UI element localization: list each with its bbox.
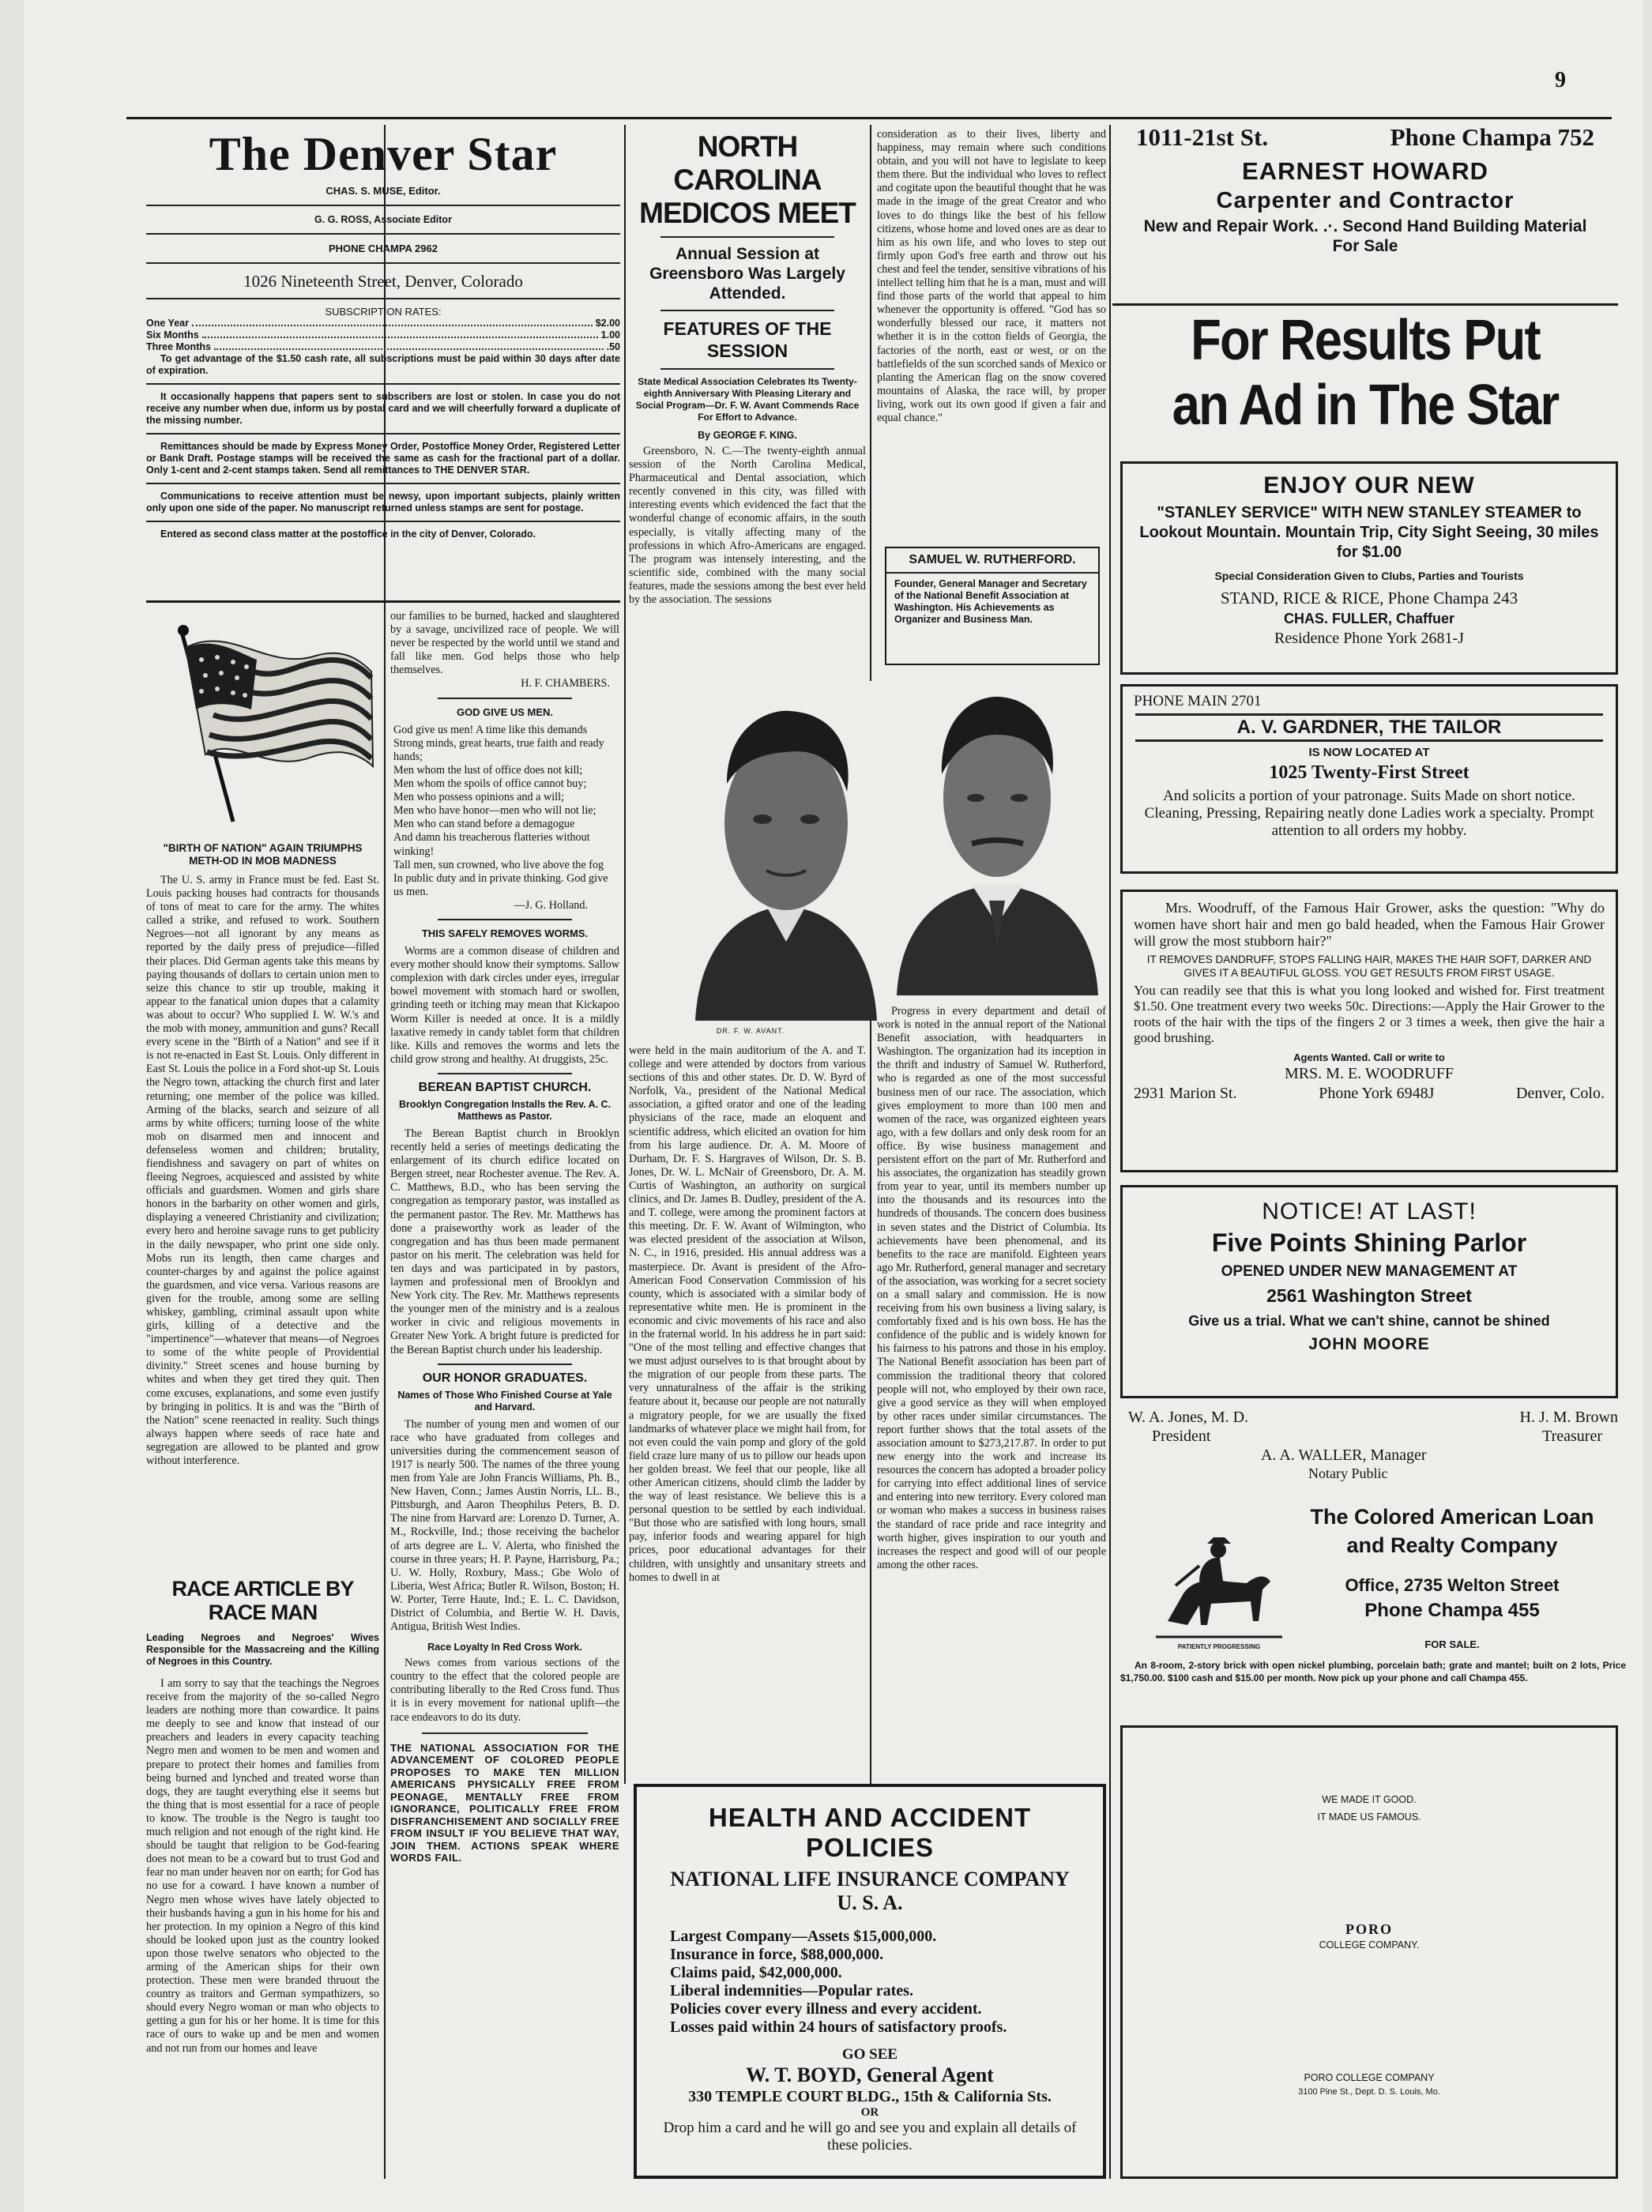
insurance-feature: Losses paid within 24 hours of satisfactory proofs. <box>670 2018 1007 2036</box>
medicos-head-2: MEDICOS MEET <box>639 197 856 229</box>
rates-head: SUBSCRIPTION RATES: <box>325 306 442 318</box>
race-article-head: RACE ARTICLE BY RACE MAN <box>171 1577 354 1624</box>
newspaper-page <box>24 0 1643 2212</box>
loan-treasurer-title: Treasurer <box>1542 1428 1602 1445</box>
poro-line-5: 3100 Pine St., Dept. D. S. Louis, Mo. <box>1298 2087 1440 2097</box>
woodruff-phone: Phone York 6948J <box>1319 1085 1435 1102</box>
gardner-phone: PHONE MAIN 2701 <box>1134 693 1262 709</box>
woodruff-line-4: Agents Wanted. Call or write to <box>1293 1051 1445 1063</box>
woodruff-address: 2931 Marion St. <box>1134 1085 1237 1102</box>
poem-line: Tall men, sun crowned, who live above the fog <box>393 858 604 871</box>
poem-line: Men who can stand before a demagogue <box>393 818 575 831</box>
insurance-feature: Liberal indemnities—Popular rates. <box>670 1982 913 1999</box>
avant-caption: DR. F. W. AVANT. <box>716 1027 785 1035</box>
rutherford-article <box>877 1005 1106 1787</box>
birth-of-nation-head: "BIRTH OF NATION" AGAIN TRIUMPHS METH-OD IN MOB MADNESS <box>163 842 363 867</box>
loan-office: Office, 2735 Welton Street <box>1345 1575 1560 1595</box>
masthead-bottom-rule <box>146 600 620 603</box>
loan-president: W. A. Jones, M. D. <box>1128 1409 1249 1426</box>
woodruff-line-3: You can readily see that this is what you long looked and wished for. First treatment $1.50. One treatment every two weeks 50c. Directions:—Apply the Hair Grower to the roots of the hair with the tips of the fingers 2 or 3 times a week, then give the hair a good brushing. <box>1134 983 1605 1045</box>
poem-head: GOD GIVE US MEN. <box>456 705 554 718</box>
rates-table <box>146 318 620 353</box>
editor-line: CHAS. S. MUSE, Editor. <box>326 185 441 197</box>
rutherford-name: SAMUEL W. RUTHERFORD. <box>886 548 1098 574</box>
phone-line: PHONE CHAMPA 2962 <box>329 243 438 254</box>
poem-line: Strong minds, great hearts, true faith and ready hands; <box>393 736 604 763</box>
poro-line-1: WE MADE IT GOOD. <box>1322 1794 1417 1805</box>
birth-of-nation-article <box>146 842 379 1529</box>
medicos-head-1: NORTH CAROLINA <box>673 130 822 196</box>
insurance-or: OR <box>860 2106 879 2119</box>
american-flag-image <box>158 616 379 830</box>
notice-entered: Entered as second class matter at the postoffice in the city of Denver, Colorado. <box>160 529 536 540</box>
poem-signature: —J. G. Holland. <box>514 898 588 912</box>
rutherford-box <box>885 547 1100 665</box>
masthead-info <box>146 180 620 607</box>
insurance-ad <box>634 1784 1106 2179</box>
rutherford-deck: Founder, General Manager and Secretary of the National Benefit Association at Washington. His Achievements as Organizer and Business Man. <box>894 578 1087 625</box>
insurance-feature: Policies cover every illness and every accident. <box>670 2000 982 2018</box>
woodruff-city: Denver, Colo. <box>1516 1085 1605 1102</box>
insurance-head-2: POLICIES <box>805 1833 935 1862</box>
berean-head: BEREAN BAPTIST CHURCH. <box>418 1080 592 1094</box>
graduates-sub: Names of Those Who Finished Course at Yale and Harvard. <box>397 1389 612 1413</box>
poem-line: God give us men! A time like this demands <box>393 723 588 736</box>
medicos-body-top: Greensboro, N. C.—The twenty-eighth annual session of the North Carolina Medical, Pharmaceutical and Dental association, which recently convened in this city, was filled with interesting events which evidenced the fact that the wonderful change of economic affairs, in the south especially, is vitally affecting many of the professions in which Afro-Americans are engaged. The program was intensely interesting, and the scientific side, combined with the many social features, made the sessions among the best ever held by the association. The sessions <box>629 445 866 607</box>
poem-line: Men who have honor—men who will not lie; <box>393 804 596 818</box>
race-article-continued: our families to be burned, hacked and slaughtered by a savage, uncivilized race of people. We will never be respected by the world until we stand and fall like men. God helps those who help themselves. <box>390 610 619 677</box>
medicos-body-bottom: were held in the main auditorium of the A. and T. college and were attended by doctors from various sections of this and other states. Dr. D. W. Byrd of Norfolk, Va., president of the National Medical association, a gifted orator and one of the leading physicians of the race, made an eloquent and scientific address, which elicited an ovation for him from his large audience. Dr. A. M. Moore of Durham, Dr. F. S. Hargraves of Wilson, Dr. S. B. Jones, Dr. W. L. McNair of Greensboro, Dr. A. M. Curtis of Washington, an authority on surgical clinics, and Dr. James B. Dudley, president of the A. and T. college, were among the prominent factors at this meeting. Dr. F. W. Avant of Wilmington, who was elected president of the association at Wilson, N. C., in 1916, presided. His annual address was a masterpiece. Dr. Avant is president of the Afro-American Food Conservation Commission of his county, which is associated with a similar body of representative white men. He is prominent in the economic and civic movements of his race and also in the fraternal world. In his address he in part said: "One of the most telling and effective changes that we must adjust ourselves to is that brought about by the migration of our people from these parts. The very unnaturalness of the affair is the striking feature about it, because our people are not naturally a migratory people, for we are usually the fixed landmarks of whatever place we might hail from, for not even could the vain pomp and glory of the gold field craze lure many of us to pillow our heads upon her golden breast. We feel that our people, like all other American citizens, should climb the ladder by the way of least resistance. We believe this is a personal question to be settled by each individual. "But those who are satisfied with long hours, small pay, inferior foods and wearing apparel for high prices, poor educational advantages for their children, with unsightly and unsanitary streets and homes to dwell in at <box>629 1044 866 1584</box>
column-rule <box>1109 125 1111 2179</box>
five-points-line-6: JOHN MOORE <box>1308 1335 1430 1353</box>
avant-portrait <box>679 681 893 1021</box>
stanley-head: ENJOY OUR NEW <box>1263 472 1475 498</box>
howard-address: 1011-21st St. <box>1136 123 1269 151</box>
graduates-body: The number of young men and women of our race who have graduated from colleges and universities during the commencement season of 1917 is nearly 500. The names of the three young men from Yale are John Francis Williams, Ph. B., New Haven, Conn.; James Austin Norris, LL. B., Pittsburgh, and Aaron Theophilus Peters, B. D. The nine from Harvard are: Lorenzo D. Turner, A. M., Rockville, Ind.; those receiving the bachelor of arts degree are L. V. Alerta, who finished the course in three years; H. P. Payne, Harrisburg, Pa.; U. W. Holly, Roxbury, Mass.; Gbe Wolo of Liberia, West Africa; Butler R. Wilson, Boston; H. W. Porter, Terre Haute, Ind.; E. L. C. Davidson, District of Columbia, and Bertie W. H. Davis, Antigua, British West Indies. <box>390 1417 619 1634</box>
race-article <box>146 1577 379 2193</box>
poem <box>390 724 619 899</box>
results-line-1: For Results Put <box>1191 309 1540 372</box>
race-article-body: I am sorry to say that the teachings the Negroes receive from the majority of the so-called Negro leaders are nothing more than cowardice. It pains me deeply to see and know that instead of our preachers and leaders in every capacity teaching Negro men and women to be men and women and prepare to protect their homes and families from being burned and lynched and treated worse than dogs, they are taught everything else it seems but the thing that is most essential for a race of people to know. The trouble is the Negro is taught too much religion and not enough of the right kind. He should be taught that religion to be God-fearing does not mean to be a coward but to trust God and fear no man under heaven nor on earth; for God has no use for a coward. I have known a number of Negro men whose wives have lately objected to their husbands having a gun in his home for his and her protection. In my opinion a Negro of this kind should be looked upon just as the country looked upon those twelve senators who objected to the arming of the American ships for their own protection. These men were branded thruout the country as traitors and German sympathizers, so should every Negro woman or man who objects to getting a gun for his or her home. It is time for this race of ours to wake up and be men and women and not run from our homes and leave <box>146 1677 379 2055</box>
stanley-line-2: Special Consideration Given to Clubs, Parties and Tourists <box>1214 570 1524 582</box>
column-two <box>390 610 619 2190</box>
five-points-line-5: Give us a trial. What we can't shine, cannot be shined <box>1188 1313 1550 1329</box>
poem-line: Men who possess opinions and a will; <box>393 791 564 804</box>
worms-body: Worms are a common disease of children and every mother should know their symptoms. Sallow complexion with dark circles under eyes, irregular bowel movement with stomach hard or swollen, grinding teeth or itching may mean that Kickapoo Worm Killer is needed at once. It is a mildly laxative remedy in candy tablet form that children like. Kills and removes the worms and lets the child grow strong and healthy. At druggists, 25c. <box>390 945 619 1066</box>
insurance-feature: Largest Company—Assets $15,000,000. <box>670 1928 937 1945</box>
naacp-notice: THE NATIONAL ASSOCIATION FOR THE ADVANCEMENT OF COLORED PEOPLE PROPOSES TO MAKE TEN MILLION AMERICANS PHYSICALLY FREE FROM PEONAGE, MENTALLY FREE FROM IGNORANCE, POLITICALLY FREE FROM DISFRANCHISEMENT AND SOCIALLY FREE FROM INSULT IF YOU BELIEVE THAT WAY, JOIN THEM. ACTIONS SPEAK WHERE WORDS FAIL. <box>390 1741 619 1864</box>
notice-communications: Communications to receive attention must be newsy, upon important subjects, plainly written only upon one side of the paper. No manuscript returned unless stamps are sent for postage. <box>146 491 620 514</box>
medicos-deck: State Medical Association Celebrates Its Twenty-eighth Anniversary With Pleasing Literary and Social Program—Dr. F. W. Avant Commends Race For Effort to Advance. <box>635 376 860 423</box>
woodruff-ad <box>1120 890 1618 1172</box>
notice-remittances: Remittances should be made by Express Money Order, Postoffice Money Order, Registered Letter or Bank Draft. Postage stamps will be received the same as cash for the fractional part of a dollar. Only 1-cent and 2-cent stamps taken. Send all remittances to THE DENVER STAR. <box>146 441 620 476</box>
stanley-line-4: CHAS. FULLER, Chaffuer <box>1284 611 1454 626</box>
rutherford-portrait <box>893 672 1102 995</box>
howard-phone: Phone Champa 752 <box>1390 123 1594 151</box>
rate-row: Six Months 1.00 <box>146 329 620 340</box>
masthead-title: The Denver Star <box>209 128 558 180</box>
medicos-article-top <box>629 130 866 675</box>
gardner-line-2: 1025 Twenty-First Street <box>1269 762 1469 783</box>
medicos-article-bottom <box>629 1044 866 1779</box>
rutherford-body: Progress in every department and detail of work is noted in the annual report of the National Benefit association, with headquarters in Washington. The organization had its inception in the thrift and industry of Samuel W. Rutherford, who is regarded as one of the most successful business men of our race. The association, which gives employment to more than 100 men and women of the race, was organized eighteen years ago, with a few dollars and only desk room for an office. By wise business management and persistent effort on the part of Mr. Rutherford and his associates, the organization has steadily grown from year to year, until its members number up into the thousands and its resources into the hundreds of thousands. The concern does business in seven states and the District of Columbia. Its achievements have been phenomenal, and its benefits to the race are manifold. Eighteen years ago Mr. Rutherford, general manager and secretary of the association, was working for a secret society on a small salary and commission. He is now receiving from his own business a living salary, is comfortably fixed and is his own boss. He has the confidence of the public and is widely known for his fairness to his patrons and those in his employ. The National Benefit association has been part of commission the traditional theory that colored people will not, who employed by their own race, give a good service as they will when employed by other races under similar circumstances. The report further shows that the total assets of the association amount to $273,217.87. In order to put new energy into the work and increase its resources the concern has adopted a broader policy for carrying into effect additional lines of service and entering into new territory. Every colored man or woman who makes a success in business raises the standard of race pride and race integrity and worth higher, gives inspiration to our youth and increases the respect and good will of our people among the other races. <box>877 1005 1106 1571</box>
five-points-line-3: OPENED UNDER NEW MANAGEMENT AT <box>1221 1263 1518 1280</box>
notice-lost: It occasionally happens that papers sent to subscribers are lost or stolen. In case you do not receive any number when due, inform us by postal card and we will cheerfully forward a duplicate of the missing number. <box>146 391 620 426</box>
birth-of-nation-body: The U. S. army in France must be fed. East St. Louis packing houses had contracts for thousands of tons of meat to care for the army. The whites called a strike, and refused to work. Southern Negroes—not all ignorant by any means as reported by the daily press of prejudice—filled their places. Did German agents take this means by paying thousands of dollars to certain union men to seize this chance to stir up trouble, making it appear to the fanatical union dupes that a calamity was about to occur? Who supplied I. W. W.'s and the mob with money, ammunition and guns? Recall every scene in the "Birth of a Nation" and see if it is not re-enacted in East St. Louis. Only different in East St. Louis the police in a Ford shot-up St. Louis the Negro town, attacking the church first and later returning; one member of the police was killed. Arming of the blacks, search and seizure of all arms by white officers; turning loose of the white mob on disarmed men and innocent and defenseless women and children; brutality, fiendishness and savagery on part of whites on fleeing Negroes, acquiesced and assisted by white officials and guardsmen. Women and girls share honors in the barbarity on other women and girls, displaying a veneered Christianity and civilization; every hero and heroine savage runs to get publicity in the daily newspaper, who print one side only. Mobs run its length, then came charges and counter-charges by and against the police against the guardsmen, and vice versa. Various reasons are given for the trouble, among some are selling whiskey, gambling, criminal assault upon white girls, killing of a detective and the "impertinence"—whatever that means—of Negroes to some of the white people of Providential divinity." Street scenes and house burning by whites and when they get tired they quit. Then come excuses, explanations, and some even justify by bringing in politics. It is and was the "Birth of the Nation" scene reenacted in reality. Such things always happen where seeds of race hate and segregation are allowed to be planted and grow without interference. <box>146 874 379 1468</box>
assoc-editor-line: G. G. ROSS, Associate Editor <box>314 214 452 225</box>
woodruff-line-2: IT REMOVES DANDRUFF, STOPS FALLING HAIR, MAKES THE HAIR SOFT, DARKER AND GIVES IT A BEAUTIFUL GLOSS. YOU GET RESULTS FROM FIRST USAGE. <box>1146 954 1592 979</box>
race-article-signature: H. F. CHAMBERS. <box>521 677 610 690</box>
loan-phone: Phone Champa 455 <box>1364 1600 1540 1621</box>
medicos-sub-1: Annual Session at Greensboro Was Largely Attended. <box>649 245 845 303</box>
loan-notary: Notary Public <box>1308 1465 1388 1481</box>
poro-line-3: COLLEGE COMPANY. <box>1319 1939 1420 1951</box>
howard-line: New and Repair Work. .·. Second Hand Building Material For Sale <box>1143 217 1587 255</box>
medicos-sub-2: FEATURES OF THE SESSION <box>663 318 832 361</box>
stanley-ad <box>1120 461 1618 675</box>
insurance-drop-card: Drop him a card and he will go and see you and explain all details of these policies. <box>663 2120 1077 2154</box>
woodruff-line-5: MRS. M. E. WOODRUFF <box>1284 1065 1454 1082</box>
loan-manager: A. A. WALLER, Manager <box>1261 1446 1427 1464</box>
logo-caption: PATIENTLY PROGRESSING <box>1177 1643 1261 1650</box>
medicos-continued-body: consideration as to their lives, liberty and happiness, may remain where such conditions obtain, and you will not have to legislate to keep them there. But the individual who loves to reflect and cogitate upon the beautiful thought that he was made in the image of the great Creator and who loves to do things like the best of his fellow citizens, whose home and loved ones are as dear to him as his own life, and who loves to step out firmly upon God's free earth and throw out his chest and feel the tender, sensitive vibrations of his intellect telling him that he is a man, must and will find those parts of the world that appeal to him whenever the opportunity is offered. "God has so wonderfully blessed our race, it matters not whether it is in the cotton fields of Georgia, the factories of the north, east or west, or on the battlefields of the sun scorched sands of Mexico or planting the American flag on the snow covered mountains of Alaska, the race will, by proper living, work out its own good if given a fair and equal chance." <box>877 128 1106 424</box>
loan-treasurer: H. J. M. Brown <box>1519 1409 1618 1426</box>
poem-line: And damn his treacherous flatteries without winking! <box>393 831 590 858</box>
insurance-go-see: GO SEE <box>841 2046 898 2063</box>
woodruff-line-1: Mrs. Woodruff, of the Famous Hair Grower, asks the question: "Why do women have short hair and men go bald headed, when the Famous Hair Grower will grow the most stubborn hair?" <box>1134 900 1605 949</box>
howard-name: EARNEST HOWARD <box>1242 157 1488 185</box>
loan-sale-text: An 8-room, 2-story brick with open nickel plumbing, porcelain bath; grate and mantel; built on 2 lots, Price $1,750.00. $100 cash and $15.00 per month. Now pick up your phone and call Champa 455. <box>1120 1660 1626 1683</box>
five-points-ad <box>1120 1185 1618 1398</box>
five-points-line-2: Five Points Shining Parlor <box>1211 1228 1527 1257</box>
rates-note: To get advantage of the $1.50 cash rate, all subscriptions must be paid within 30 days after date of expiration. <box>146 353 620 376</box>
graduates-head: OUR HONOR GRADUATES. <box>422 1371 588 1385</box>
insurance-head-1: HEALTH AND ACCIDENT <box>708 1803 1032 1832</box>
stanley-line-5: Residence Phone York 2681-J <box>1274 630 1464 647</box>
worms-head: THIS SAFELY REMOVES WORMS. <box>421 927 589 939</box>
poem-line: Men whom the spoils of office cannot buy; <box>393 777 587 791</box>
race-article-sub: Leading Negroes and Negroes' Wives Responsible for the Massacreing and the Killing of Negroes in this Country. <box>146 1632 379 1667</box>
loan-sale-head: FOR SALE. <box>1424 1638 1480 1650</box>
berean-body: The Berean Baptist church in Brooklyn recently held a series of meetings dedicating the enlargement of its church edifice located on Bergen street, near Rochester avenue. The Rev. A. C. Matthews, B.D., who has been serving the congregation as temporary pastor, was installed as the permanent pastor. The Rev. Mr. Matthews has done a praiseworthy work as leader of the congregation and has thus been made permanent pastor on his merit. The celebration was held for ten days and was participated in by pastors, laymen and professional men of Brooklyn and New York city. The Rev. Mr. Matthews represents the younger men of the ministry and is a zealous worker in civic and religious movements in Greater New York. A bright future is predicted for the Berean Baptist church under his leadership. <box>390 1127 619 1356</box>
patiently-progressing-logo <box>1152 1526 1286 1653</box>
stanley-line-1: "STANLEY SERVICE" WITH NEW STANLEY STEAMER to Lookout Mountain. Mountain Trip, City Sight Seeing, 30 miles for $1.00 <box>1139 504 1599 561</box>
results-line-2: an Ad in The Star <box>1172 374 1559 437</box>
insurance-feature: Insurance in force, $88,000,000. <box>670 1946 884 1963</box>
insurance-company: NATIONAL LIFE INSURANCE COMPANY <box>670 1868 1070 1890</box>
poro-ad <box>1120 1725 1618 2179</box>
medicos-continued <box>877 128 1106 506</box>
poro-line-2: IT MADE US FAMOUS. <box>1317 1811 1421 1823</box>
poro-logo: PORO <box>1345 1921 1393 1937</box>
page-number: 9 <box>1555 68 1566 92</box>
insurance-usa: U. S. A. <box>837 1891 903 1914</box>
rate-row: One Year $2.00 <box>146 318 620 329</box>
insurance-features <box>637 1928 1103 2037</box>
insurance-feature: Claims paid, $42,000,000. <box>670 1964 842 1981</box>
loan-company-name: The Colored American Loan and Realty Company <box>1310 1505 1594 1557</box>
stanley-line-3: STAND, RICE & RICE, Phone Champa 243 <box>1220 589 1518 608</box>
berean-sub: Brooklyn Congregation Installs the Rev. A. C. Matthews as Pastor. <box>398 1099 612 1122</box>
five-points-line-1: NOTICE! AT LAST! <box>1262 1198 1477 1224</box>
poem-line: Men whom the lust of office does not kill; <box>393 763 583 777</box>
gardner-line-3: And solicits a portion of your patronage. Suits Made on short notice. Cleaning, Pressing, Repairing neatly done Ladies work a specialty. Prompt attention to all orders my hobby. <box>1144 788 1594 839</box>
poem-line: In public duty and in private thinking. God give us men. <box>393 871 608 898</box>
gardner-line-1: IS NOW LOCATED AT <box>1308 746 1430 759</box>
rate-row: Three Months .50 <box>146 341 620 352</box>
loan-president-title: President <box>1152 1428 1211 1445</box>
howard-ad <box>1112 118 1618 308</box>
five-points-line-4: 2561 Washington Street <box>1266 1285 1472 1306</box>
red-cross-body: News comes from various sections of the country to the effect that the colored people are contributing liberally to the Red Cross fund. Thus it is in every movement for national uplift—the race endeavors to do its duty. <box>390 1657 619 1724</box>
address-line: 1026 Nineteenth Street, Denver, Colorado <box>243 272 523 291</box>
insurance-agent: W. T. BOYD, General Agent <box>746 2063 994 2086</box>
insurance-address: 330 TEMPLE COURT BLDG., 15th & California Sts. <box>688 2088 1052 2105</box>
howard-rule <box>1112 303 1618 306</box>
gardner-ad <box>1120 684 1618 874</box>
poro-line-4: PORO COLLEGE COMPANY <box>1304 2072 1435 2083</box>
red-cross-head: Race Loyalty In Red Cross Work. <box>427 1642 582 1653</box>
column-rule <box>624 125 626 1784</box>
results-ad <box>1112 308 1618 450</box>
loan-ad <box>1120 1408 1626 1740</box>
medicos-byline: By GEORGE F. KING. <box>698 430 797 441</box>
gardner-name: A. V. GARDNER, THE TAILOR <box>1135 713 1603 742</box>
howard-trade: Carpenter and Contractor <box>1216 188 1515 213</box>
